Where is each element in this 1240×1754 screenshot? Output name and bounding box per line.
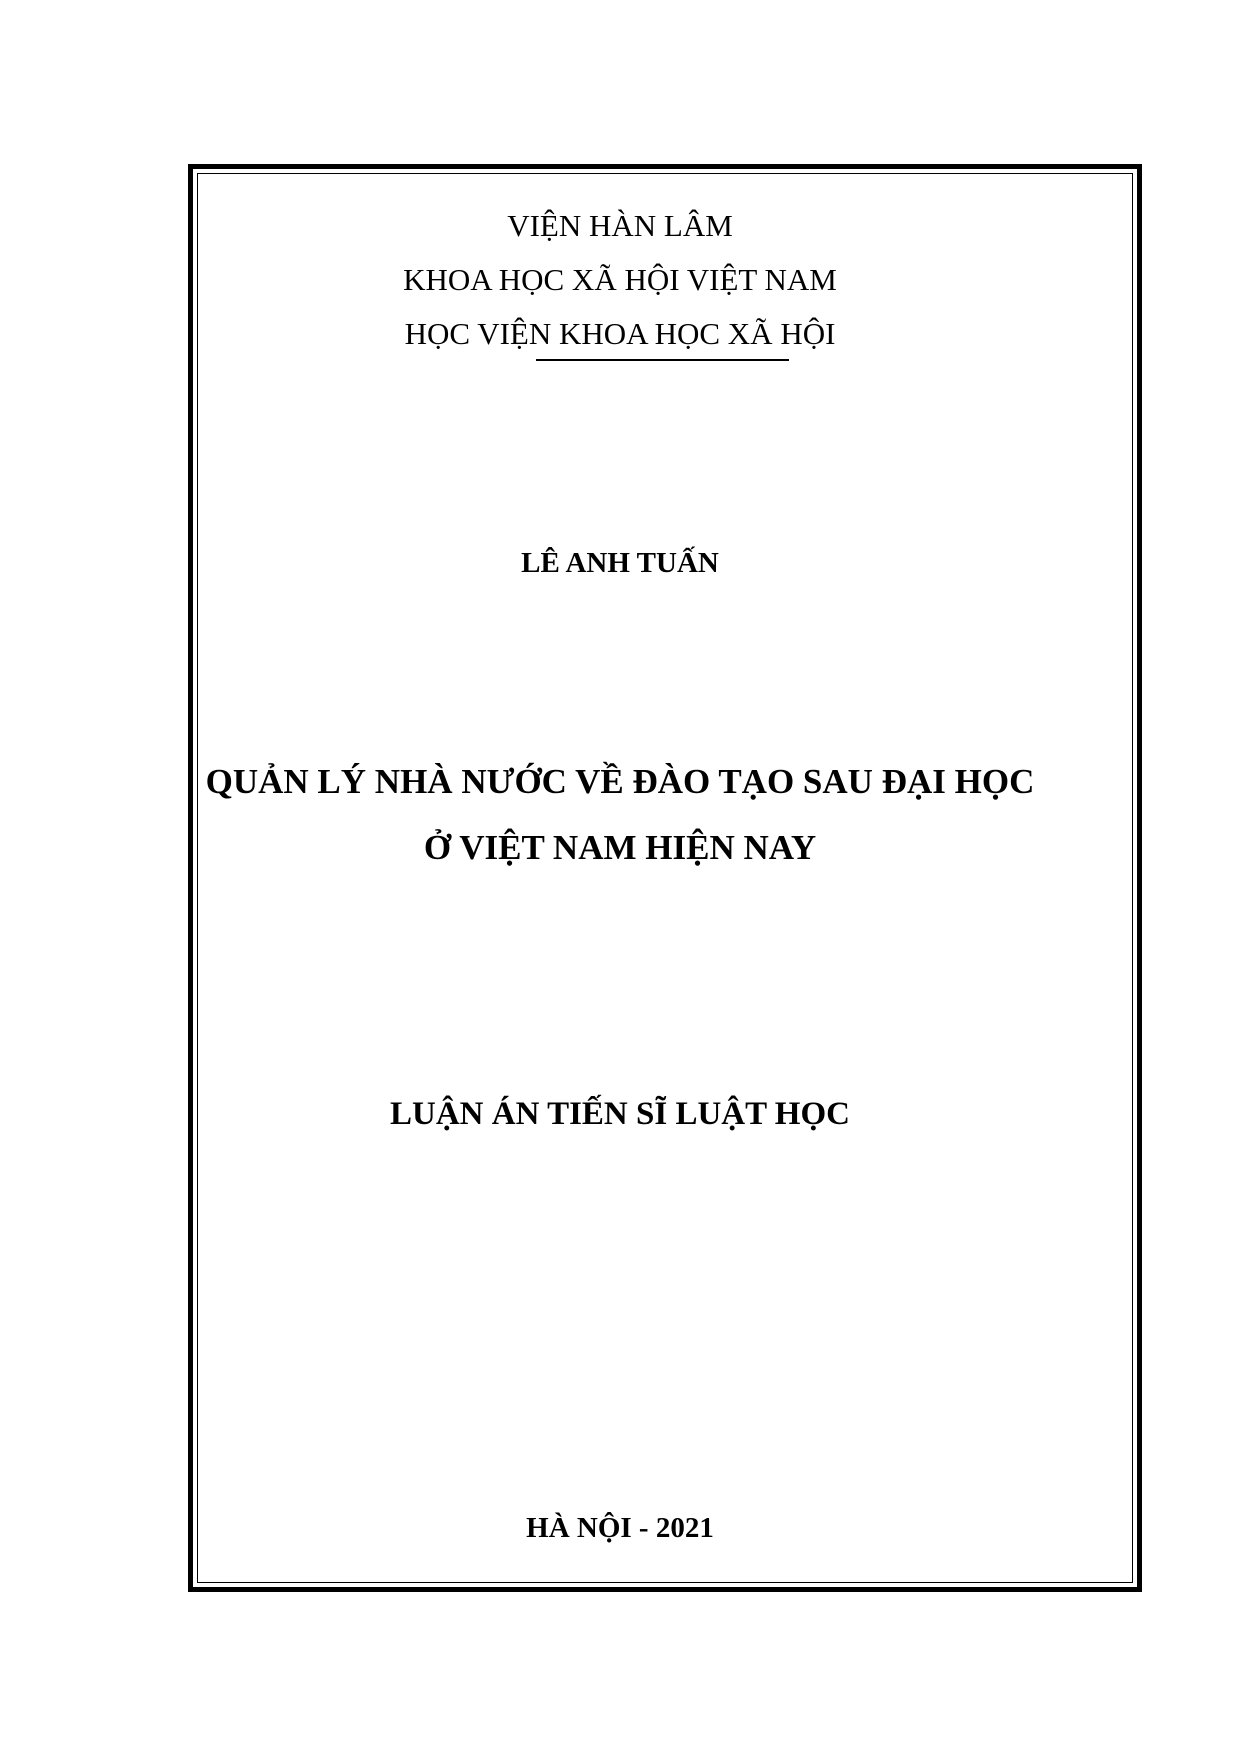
- cover-border-inner: [197, 173, 1133, 1583]
- thesis-title-line-1: QUẢN LÝ NHÀ NƯỚC VỀ ĐÀO TẠO SAU ĐẠI HỌC: [205, 762, 1035, 801]
- place-year: HÀ NỘI - 2021: [526, 1512, 714, 1544]
- author-name: LÊ ANH TUẤN: [521, 547, 719, 579]
- institution-line-1: VIỆN HÀN LÂM: [507, 208, 733, 243]
- thesis-title-line-2: Ở VIỆT NAM HIỆN NAY: [423, 828, 817, 867]
- cover-border: [188, 164, 1142, 1592]
- institution-line-2: KHOA HỌC XÃ HỘI VIỆT NAM: [403, 262, 837, 297]
- institution-underline: [536, 359, 789, 361]
- degree-label: LUẬN ÁN TIẾN SĨ LUẬT HỌC: [390, 1096, 850, 1132]
- institution-line-3: HỌC VIỆN KHOA HỌC XÃ HỘI: [404, 316, 836, 351]
